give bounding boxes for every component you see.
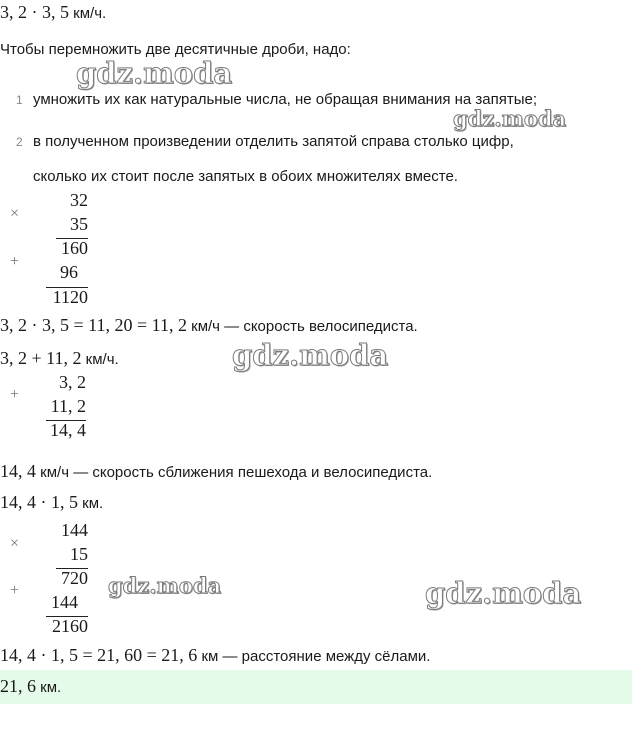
- times-sign: ×: [10, 205, 20, 222]
- result-line-3: [0, 645, 430, 666]
- result-text: км/ч — скорость сближения пешехода и велосипедиста.: [36, 464, 433, 481]
- expression-line-3: [0, 492, 103, 513]
- result-math: 14, 4 · 1, 5 = 21, 60 = 21, 6: [0, 645, 198, 665]
- result-line-1: [0, 315, 418, 336]
- factor-a: 32: [70, 190, 88, 210]
- product-result: 2160: [52, 616, 88, 636]
- unit-text: км.: [78, 495, 104, 512]
- expression-math: 3, 2 · 3, 5: [0, 2, 69, 22]
- addend-a: 3, 2: [59, 372, 86, 392]
- answer-line: [0, 676, 61, 697]
- watermark-logo: gdz.moda: [453, 106, 567, 131]
- factor-b: 35: [70, 214, 88, 234]
- addend-b: 11, 2: [50, 396, 86, 416]
- result-math: 14, 4: [0, 461, 36, 481]
- unit-text: км/ч.: [81, 351, 119, 368]
- expression-line-1: [0, 2, 106, 23]
- step-text-2: в полученном произведении отделить запятой справа столько цифр,: [33, 133, 514, 150]
- watermark-logo: gdz.moda: [232, 338, 389, 372]
- result-math: 3, 2 · 3, 5 = 11, 20 = 11, 2: [0, 315, 187, 335]
- expression-math: 3, 2 + 11, 2: [0, 348, 82, 368]
- partial-product-1: 720: [61, 568, 88, 588]
- factor-a: 144: [61, 520, 88, 540]
- times-sign: ×: [10, 535, 20, 552]
- step-number-2: 2: [16, 135, 23, 149]
- plus-sign: +: [10, 386, 20, 403]
- partial-product-1: 160: [61, 238, 88, 258]
- factor-b: 15: [70, 544, 88, 564]
- watermark-logo: gdz.moda: [425, 576, 582, 610]
- answer-box: [0, 670, 632, 704]
- answer-unit: км.: [36, 679, 62, 696]
- result-text: км/ч — скорость велосипедиста.: [186, 318, 418, 335]
- product-result: 1120: [52, 287, 88, 307]
- answer-math: 21, 6: [0, 676, 36, 696]
- step-text-1: умножить их как натуральные числа, не обращая внимания на запятые;: [33, 91, 538, 108]
- expression-line-2: [0, 348, 119, 369]
- result-line-2: [0, 461, 432, 482]
- unit-text: км/ч.: [69, 5, 107, 22]
- expression-math: 14, 4 · 1, 5: [0, 492, 78, 512]
- plus-sign: +: [10, 582, 20, 599]
- watermark-logo: gdz.moda: [76, 56, 233, 90]
- sum-result: 14, 4: [50, 420, 86, 440]
- watermark-logo: gdz.moda: [108, 573, 222, 598]
- step-text-2-continued: сколько их стоит после запятых в обоих множителях вместе.: [33, 168, 458, 185]
- result-text: км — расстояние между сёлами.: [197, 648, 431, 665]
- partial-product-2: 96: [60, 262, 78, 282]
- rule-intro: Чтобы перемножить две десятичные дроби, надо:: [0, 41, 351, 58]
- partial-product-2: 144: [51, 592, 78, 612]
- plus-sign: +: [10, 253, 20, 270]
- step-number-1: 1: [16, 93, 23, 107]
